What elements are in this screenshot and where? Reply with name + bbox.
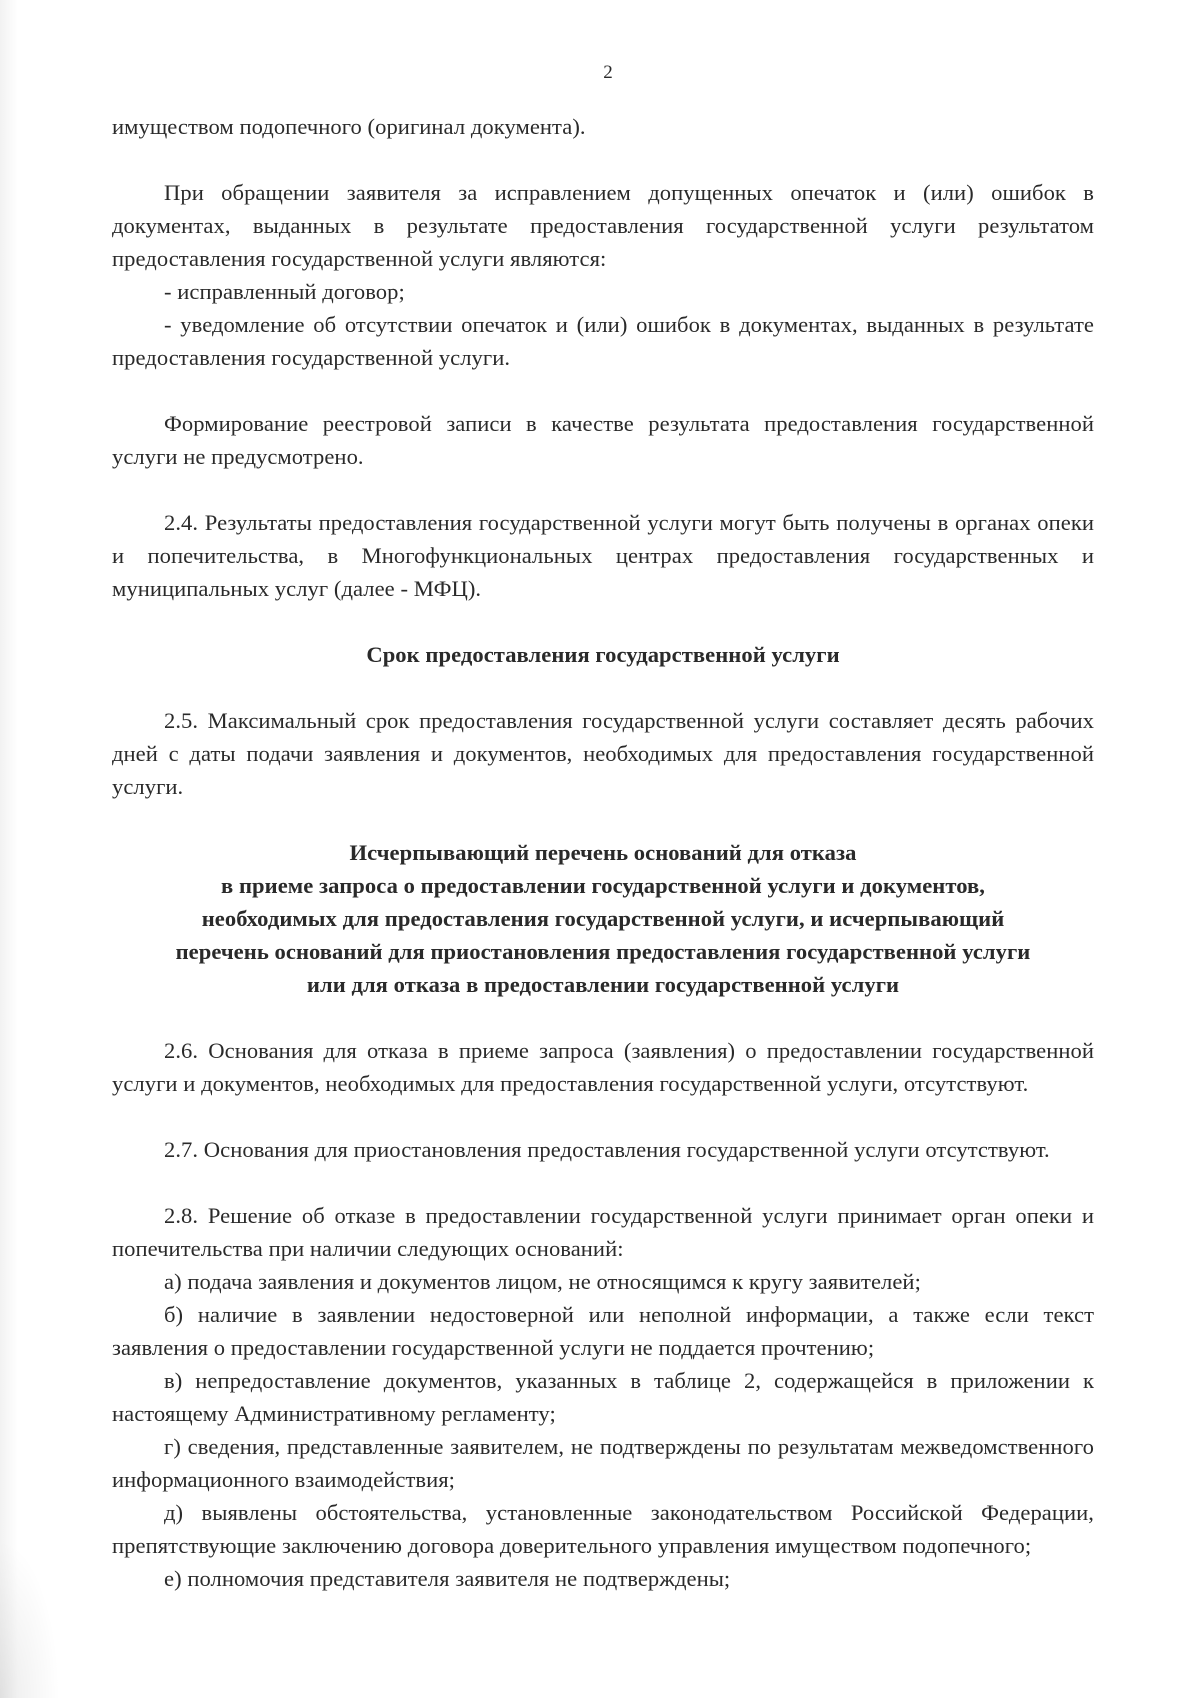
heading-line: в приеме запроса о предоставлении государственной услуги и документов, xyxy=(221,873,985,898)
list-item-d: д) выявлены обстоятельства, установленные законодательством Российской Федерации, препятствующие заключению договора доверительного управления имуществом подопечного; xyxy=(112,1500,1094,1558)
page-number: 2 xyxy=(603,62,613,83)
paragraph-2-4: 2.4. Результаты предоставления государственной услуги могут быть получены в органах опеки и попечительства, в Многофункциональных центрах предоставления государственных и муниципальных услуг (далее - МФЦ). xyxy=(112,510,1094,601)
list-item-b: б) наличие в заявлении недостоверной или неполной информации, а также если текст заявления о предоставлении государственной услуги не поддается прочтению; xyxy=(112,1302,1094,1360)
list-item-e: е) полномочия представителя заявителя не подтверждены; xyxy=(164,1566,731,1591)
heading-line: перечень оснований для приостановления предоставления государственной услуги xyxy=(175,939,1031,964)
list-item-no-errors-notice: - уведомление об отсутствии опечаток и (или) ошибок в документах, выданных в результате предоставления государственной услуги. xyxy=(112,312,1094,370)
paragraph-2-8: 2.8. Решение об отказе в предоставлении государственной услуги принимает орган опеки и попечительства при наличии следующих оснований: xyxy=(112,1203,1094,1261)
paragraph-corrections: При обращении заявителя за исправлением допущенных опечаток и (или) ошибок в документах, выданных в результате предоставления государственной услуги результатом предоставления государственной услуги являются: xyxy=(112,180,1094,271)
list-item-g: г) сведения, представленные заявителем, не подтверждены по результатам межведомственного информационного взаимодействия; xyxy=(112,1434,1094,1492)
paragraph-registry-record: Формирование реестровой записи в качестве результата предоставления государственной услуги не предусмотрено. xyxy=(112,411,1094,469)
paragraph-2-7: 2.7. Основания для приостановления предоставления государственной услуги отсутствуют. xyxy=(164,1137,1050,1162)
paragraph-continuation: имуществом подопечного (оригинал документа). xyxy=(112,114,586,139)
paragraph-2-5: 2.5. Максимальный срок предоставления государственной услуги составляет десять рабочих дней с даты подачи заявления и документов, необходимых для предоставления государственной услуги. xyxy=(112,708,1094,799)
list-item-a: а) подача заявления и документов лицом, не относящимся к кругу заявителей; xyxy=(164,1269,921,1294)
list-item-corrected-contract: - исправленный договор; xyxy=(164,279,405,304)
heading-line: Исчерпывающий перечень оснований для отказа xyxy=(349,840,857,865)
section-heading-service-term: Срок предоставления государственной услуги xyxy=(366,642,840,667)
section-heading-refusal-grounds xyxy=(112,836,1094,1001)
list-item-v: в) непредоставление документов, указанных в таблице 2, содержащейся в приложении к настоящему Административному регламенту; xyxy=(112,1368,1094,1426)
heading-line: или для отказа в предоставлении государственной услуги xyxy=(306,972,900,997)
paragraph-2-6: 2.6. Основания для отказа в приеме запроса (заявления) о предоставлении государственной услуги и документов, необходимых для предоставления государственной услуги, отсутствуют. xyxy=(112,1038,1094,1096)
heading-line: необходимых для предоставления государственной услуги, и исчерпывающий xyxy=(201,906,1005,931)
